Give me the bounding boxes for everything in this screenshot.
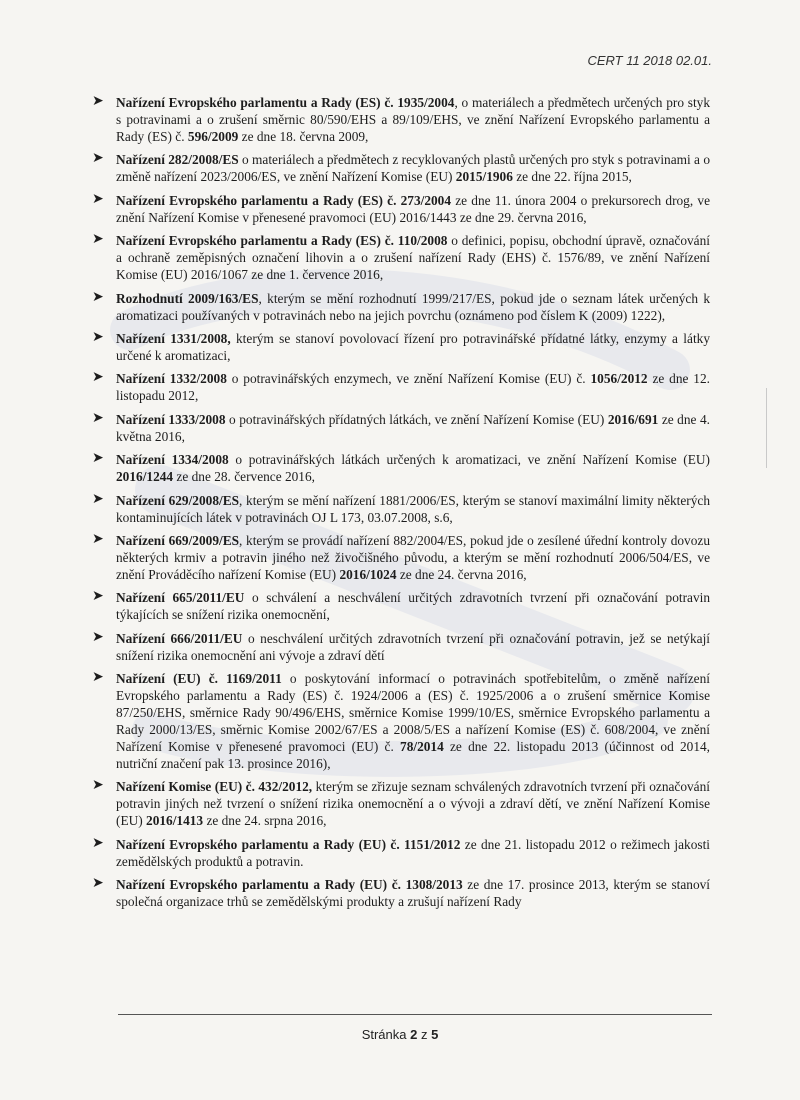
footer-page-current: 2 [410,1027,418,1042]
regulation-item [92,328,710,364]
regulation-text: ze dne 21. listopadu 2012 o režimech jakosti zemědělských produktů a potravin. [116,836,710,869]
regulation-bold-text: Nařízení 629/2008/ES [116,492,240,508]
regulation-text: ze dne 22. října 2015, [512,169,632,185]
regulation-text: kterým se stanoví povolovací řízení pro potravinářské přídatné látky, enzymy a látky určené k aromatizaci, [116,330,710,363]
footer-divider [118,1014,712,1015]
regulation-text: ze dne 11. února 2004 o prekursorech drog, ve znění Nařízení Komise v přenesené pravomoci (EU) 2016/1443 ze dne 29. června 2016, [116,192,710,225]
regulation-bold-text: 2016/1244 [116,469,174,485]
regulation-bold-text: 2015/1906 [455,169,513,185]
regulation-text: o neschválení určitých zdravotních tvrzení při označování potravin, jež se netýkají snížení rizika onemocnění ani vývoje a zdraví dětí [116,630,710,663]
regulation-bold-text: Nařízení Komise (EU) č. 432/2012, [116,779,313,795]
arrowhead-bullet-icon: ➤ [92,669,104,686]
arrowhead-bullet-icon: ➤ [92,450,104,467]
regulation-bold-text: Nařízení 1332/2008 [116,371,227,387]
regulation-item [92,369,710,404]
regulation-text: kterým se zřizuje seznam schválených zdravotních tvrzení při označování potravin jiných než tvrzení o snížení rizika onemocnění a o vývoji a zdraví dětí, ve znění Nařízení Komise (EU) [116,779,710,829]
regulation-bold-text: Nařízení 665/2011/EU [116,590,245,606]
regulation-bold-text: Rozhodnutí 2009/163/ES [116,290,259,306]
arrowhead-bullet-icon: ➤ [92,490,104,507]
regulation-text: o potravinářských přídatných látkách, ve znění Nařízení Komise (EU) [225,411,608,427]
regulation-bold-text: Nařízení Evropského parlamentu a Rady (ES) č. 1935/2004 [116,95,455,110]
regulation-item [92,588,710,623]
page-footer [0,1027,800,1042]
regulation-text: o potravinářských látkách určených k aromatizaci, ve znění Nařízení Komise (EU) [228,452,710,468]
arrowhead-bullet-icon: ➤ [92,150,104,167]
regulation-text: ze dne 22. listopadu 2013 (účinnost od 2014, nutriční značení pak 13. prosince 2016), [116,739,711,772]
regulation-text: , kterým se provádí nařízení 882/2004/ES, pokud jde o zesílené úřední kontroly dovozu některých krmiv a potravin jiného než živočišného původu, a kterým se mění rozhodnutí 2006/504/ES, ve znění Prováděcího nařízení Komise (EU) [116,532,710,582]
regulation-bold-text: Nařízení (EU) č. 1169/2011 [116,671,282,687]
regulation-bold-text: 78/2014 [400,739,444,755]
regulation-text: , kterým se mění nařízení 1881/2006/ES, kterým se stanoví maximální limity některých kontaminujících látek v potravinách OJ L 173, 03.07.2008, s.6, [116,492,711,525]
regulation-bold-text: Nařízení 666/2011/EU [116,630,243,646]
regulation-bold-text: Nařízení 669/2009/ES [116,532,240,548]
arrowhead-bullet-icon: ➤ [92,190,104,207]
regulation-bold-text: Nařízení 282/2008/ES [116,152,239,168]
regulation-item [92,450,710,485]
regulation-item [92,150,710,185]
regulation-bold-text: 2016/1024 [339,566,397,582]
document-code: CERT 11 2018 02.01. [587,53,712,68]
regulation-text: o materiálech a předmětech z recyklovaných plastů určených pro styk s potravinami a o změně nařízení 2023/2006/ES, ve znění Nařízení Komise (EU) [116,152,710,185]
footer-page-total: 5 [431,1027,439,1042]
footer-separator: z [417,1027,432,1042]
footer-prefix: Stránka [361,1027,411,1042]
arrowhead-bullet-icon: ➤ [92,231,104,248]
arrowhead-bullet-icon: ➤ [92,328,104,345]
regulation-text: o schválení a neschválení určitých zdravotních tvrzení při označování potravin týkajících se snížení rizika onemocnění, [116,590,710,623]
arrowhead-bullet-icon: ➤ [92,875,104,892]
arrowhead-bullet-icon: ➤ [92,777,104,794]
arrowhead-bullet-icon: ➤ [92,93,104,109]
regulation-item [92,409,710,445]
regulation-text: ze dne 17. prosince 2013, kterým se stanoví společná organizace trhů se zemědělskými produkty a zrušují nařízení Rady [116,877,711,910]
regulation-text: ze dne 18. června 2009, [238,129,369,144]
regulation-bold-text: Nařízení 1334/2008 [116,452,229,468]
regulation-item [92,628,710,664]
regulation-item [92,777,710,829]
regulation-item [92,669,711,772]
regulation-bold-text: Nařízení Evropského parlamentu a Rady (ES) č. 110/2008 [116,233,448,249]
arrowhead-bullet-icon: ➤ [92,834,104,851]
regulation-item [92,93,710,145]
regulation-bold-text: Nařízení 1331/2008, [116,330,231,346]
arrowhead-bullet-icon: ➤ [92,588,104,605]
regulation-bold-text: 2016/1413 [146,813,204,829]
arrowhead-bullet-icon: ➤ [92,530,104,547]
arrowhead-bullet-icon: ➤ [92,409,104,426]
regulation-bold-text: Nařízení 1333/2008 [116,411,226,427]
regulation-text: ze dne 28. července 2016, [173,469,315,485]
regulation-bold-text: 596/2009 [187,129,239,144]
regulation-item [92,875,711,910]
regulation-text: ze dne 4. května 2016, [116,411,710,444]
regulation-text: o poskytování informací o potravinách spotřebitelům, o změně nařízení Evropského parlamentu a Rady (ES) č. 1924/2006 a (ES) č. 1925/2006 a o zrušení směrnice Komise 87/250/EHS, směrnice Rady 90/496/EHS, směrnice Komise 1999/10/ES, směrnice Evropského parlamentu a Rady 2000/13/ES, směrnic Komise 2002/67/ES a 2008/5/ES a nařízení Komise (ES) č. 608/2004, ve znění Nařízení Komise v přenesené pravomoci (EU) č. [116,671,710,755]
regulation-text: , kterým se mění rozhodnutí 1999/217/ES, pokud jde o seznam látek určených k aromatizaci používaných v potravinách nebo na jejich povrchu (oznámeno pod číslem K (2009) 1222), [116,290,711,323]
regulation-item [92,190,710,226]
regulation-item [92,490,711,526]
regulation-text: o potravinářských enzymech, ve znění Nařízení Komise (EU) č. [226,371,591,387]
regulation-bold-text: Nařízení Evropského parlamentu a Rady (EU) č. 1151/2012 [116,836,461,852]
regulation-bold-text: 1056/2012 [590,371,648,387]
regulation-text: ze dne 24. června 2016, [396,566,527,582]
regulation-list [92,93,711,917]
regulation-text: o definici, popisu, obchodní úpravě, označování a ochraně zeměpisných označení lihovin a o zrušení nařízení Rady (EHS) č. 1576/89, ve znění Nařízení Komise (EU) 2016/1067 ze dne 1. července 2016, [116,233,710,283]
arrowhead-bullet-icon: ➤ [92,369,104,386]
regulation-bold-text: 2016/691 [607,411,659,427]
regulation-bold-text: Nařízení Evropského parlamentu a Rady (ES) č. 273/2004 [116,192,452,208]
arrowhead-bullet-icon: ➤ [92,628,104,645]
regulation-text: ze dne 12. listopadu 2012, [116,371,710,404]
regulation-text: , o materiálech a předmětech určených pro styk s potravinami a o zrušení směrnic 80/590/EHS a 89/109/EHS, ve znění Nařízení Evropského parlamentu a Rady (ES) č. [116,95,710,144]
arrowhead-bullet-icon: ➤ [92,288,104,305]
regulation-text: ze dne 24. srpna 2016, [203,813,327,829]
scan-edge-mark [766,388,767,468]
regulation-item [92,231,710,283]
regulation-item [92,288,711,324]
regulation-item [92,834,710,870]
regulation-item [92,530,710,583]
regulation-bold-text: Nařízení Evropského parlamentu a Rady (EU) č. 1308/2013 [116,877,463,893]
